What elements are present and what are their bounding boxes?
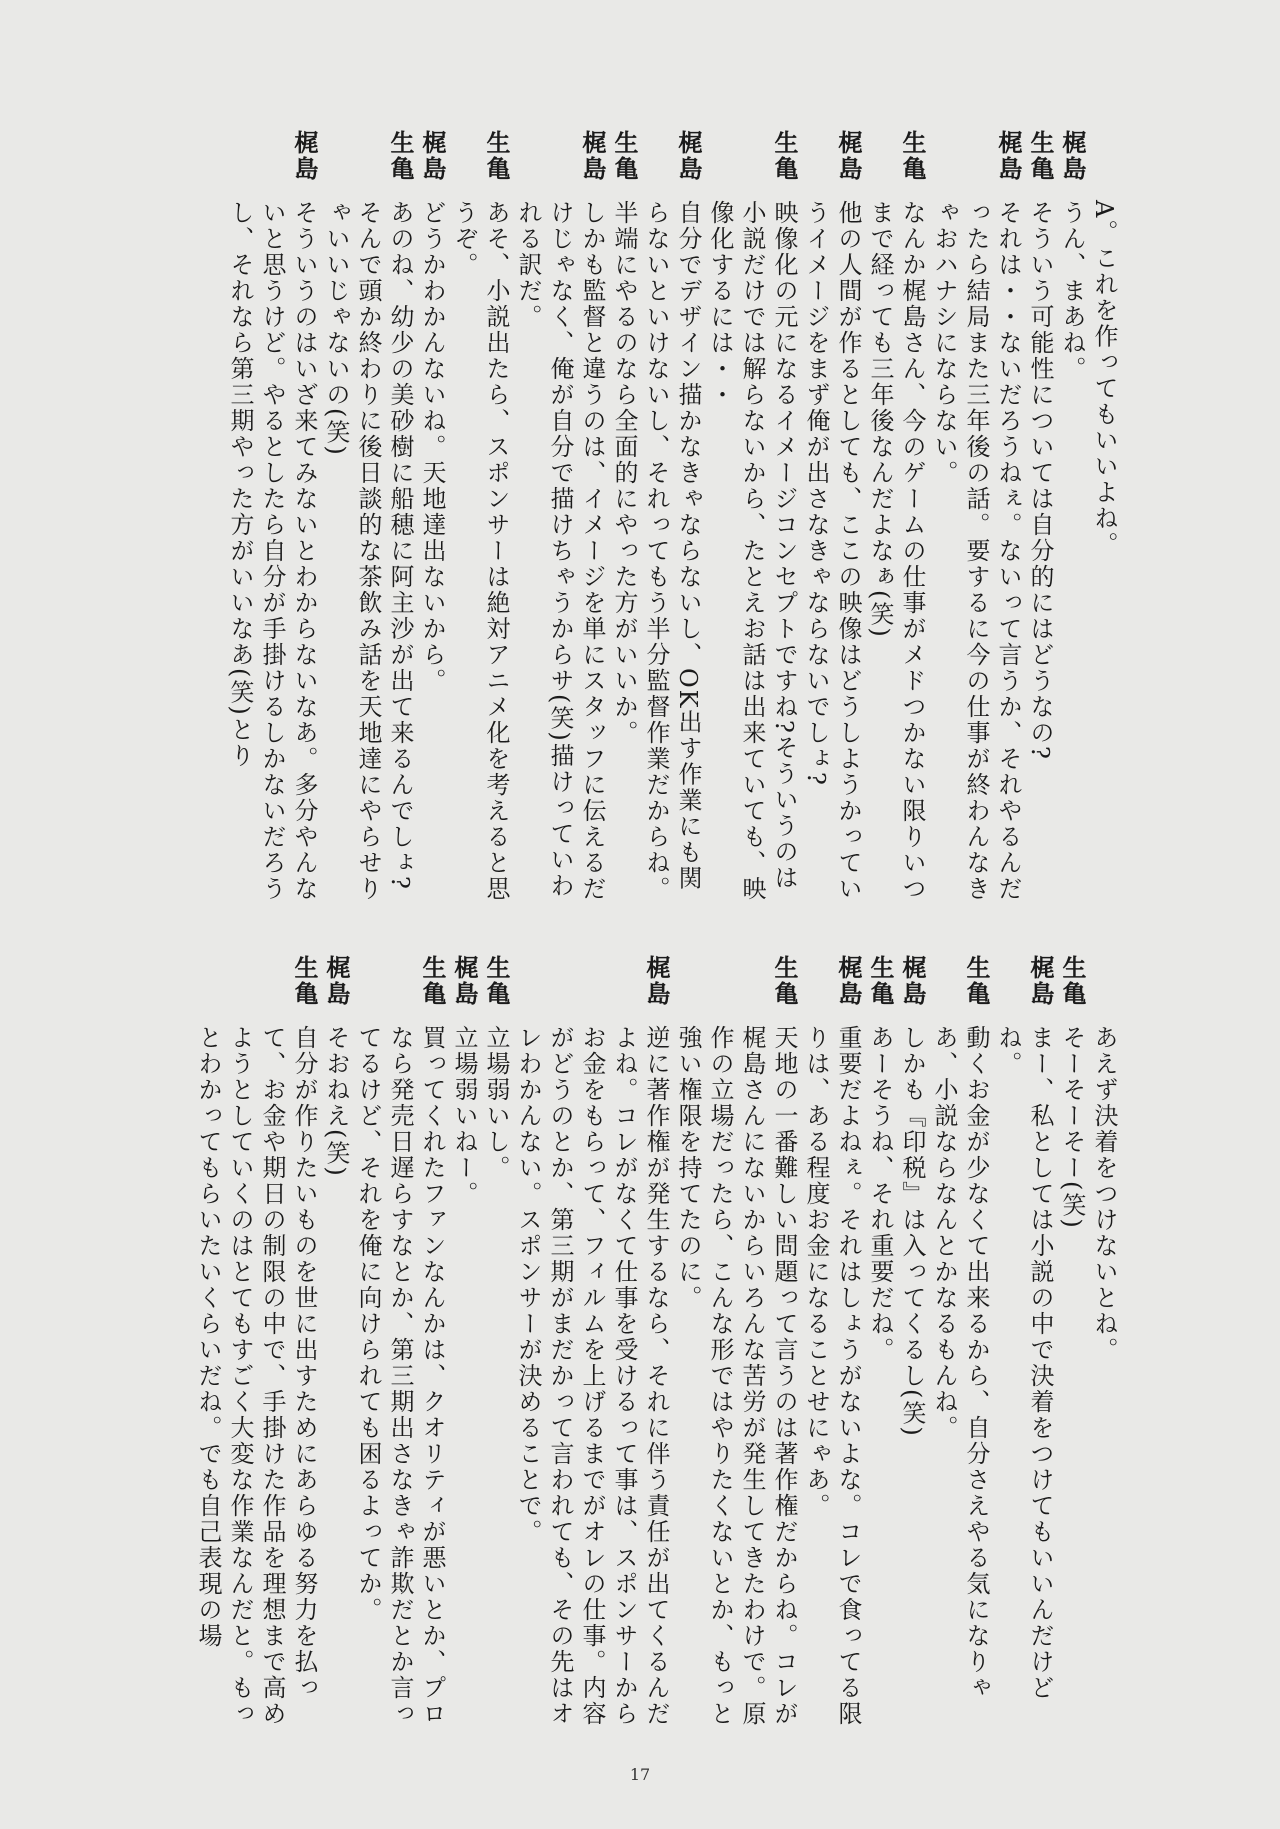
- dialogue-text: しかも『印税』は入ってくるし(笑): [898, 1025, 926, 1438]
- speaker-name: 生亀: [290, 955, 319, 1007]
- dialogue-text: 買ってくれたファンなんかは、クオリティが悪いとか、プロなら発売日遅らすなとか、第三期出さなきゃ詐欺だとか言ってるけど、それを俺に向けられても困るよってか。: [354, 1025, 446, 1727]
- dialogue-line: [512, 955, 672, 1735]
- dialogue-line: [224, 130, 320, 910]
- dialogue-text: A。これを作ってもいいよね。: [1090, 200, 1118, 558]
- dialogue-line: [1056, 130, 1088, 910]
- dialogue-line: [416, 130, 448, 910]
- speaker-name: 生亀: [866, 955, 895, 1007]
- speaker-name: 生亀: [770, 130, 799, 182]
- speaker-name: 梶島: [450, 955, 479, 1007]
- speaker-name: 生亀: [1058, 955, 1087, 1007]
- dialogue-text: そおねえ(笑): [322, 1025, 350, 1178]
- dialogue-text: 映像化の元になるイメージコンセプトですね?そういうのは小説だけでは解らないから、たとえお話は出来ていても、映像化するには・・: [706, 200, 798, 902]
- dialogue-line: [704, 130, 800, 910]
- dialogue-line: [608, 130, 640, 910]
- speaker-name: 梶島: [994, 130, 1023, 182]
- dialogue-text: あのね、幼少の美砂樹に船穂に阿主沙が出て来るんでしょ?そんで頭か終わりに後日談的な茶飲み話を天地達にやらせりゃいいじゃないの(笑): [322, 200, 414, 902]
- dialogue-line: [352, 955, 448, 1735]
- speaker-name: 生亀: [610, 130, 639, 182]
- dialogue-line: [1088, 955, 1120, 1735]
- speaker-name: 梶島: [578, 130, 607, 182]
- speaker-name: 梶島: [642, 955, 671, 1007]
- speaker-name: 生亀: [386, 130, 415, 182]
- dialogue-text: 他の人間が作るとしても、ここの映像はどうしようかっていうイメージをまず俺が出さなきゃならないでしょ?: [802, 200, 862, 902]
- dialogue-line: [672, 955, 800, 1735]
- dialogue-line: [992, 955, 1056, 1735]
- dialogue-line: [640, 130, 704, 910]
- speaker-name: 梶島: [834, 130, 863, 182]
- dialogue-text: うん、まあね。: [1058, 200, 1086, 382]
- speaker-name: 生亀: [482, 955, 511, 1007]
- speaker-name: 生亀: [770, 955, 799, 1007]
- dialogue-text: しかも監督と違うのは、イメージを単にスタッフに伝えるだけじゃなく、俺が自分で描けちゃうからサ(笑)描けっていわれる訳だ。: [514, 200, 606, 902]
- dialogue-text: 半端にやるのなら全面的にやった方がいいか。: [610, 200, 638, 746]
- speaker-name: 梶島: [322, 955, 351, 1007]
- dialogue-line: [1024, 130, 1056, 910]
- dialogue-text: あえず決着をつけないとね。: [1090, 1025, 1118, 1363]
- dialogue-line: [864, 955, 896, 1735]
- page-number: 17: [629, 1765, 651, 1784]
- speaker-name: 梶島: [674, 130, 703, 182]
- speaker-name: 梶島: [1058, 130, 1087, 182]
- dialogue-text: それは・・ないだろうねぇ。ないって言うか、それやるんだったら結局また三年後の話。要するに今の仕事が終わんなきゃおハナシにならない。: [930, 200, 1022, 902]
- dialogue-text: 逆に著作権が発生するなら、それに伴う責任が出てくるんだよね。コレがなくて仕事を受けるって事は、スポンサーからお金をもらって、フィルムを上げるまでがオレの仕事。内容がどうのとか、第三期がまだかって言われても、その先はオレわかんない。スポンサーが決めることで。: [514, 1025, 670, 1727]
- dialogue-line: [1056, 955, 1088, 1735]
- dialogue-line: [512, 130, 608, 910]
- dialogue-line: [800, 955, 864, 1735]
- dialogue-text: 立場弱いねー。: [450, 1025, 478, 1207]
- dialogue-line: [800, 130, 864, 910]
- dialogue-text: そういう可能性については自分的にはどうなの?: [1026, 200, 1054, 761]
- dialogue-line: [928, 130, 1024, 910]
- speaker-name: 梶島: [290, 130, 319, 182]
- dialogue-text: 立場弱いし。: [482, 1025, 510, 1181]
- speaker-name: 梶島: [1026, 955, 1055, 1007]
- dialogue-line: [864, 130, 928, 910]
- speaker-name: 生亀: [482, 130, 511, 182]
- dialogue-line: [896, 955, 928, 1735]
- speaker-name: 生亀: [418, 955, 447, 1007]
- dialogue-text: まー、私としては小説の中で決着をつけてもいいんだけどね。: [994, 1025, 1054, 1701]
- dialogue-text: 重要だよねぇ。それはしょうがないよな。コレで食ってる限りは、ある程度お金になることせにゃあ。: [802, 1025, 862, 1727]
- dialogue-text: あそ、小説出たら、スポンサーは絶対アニメ化を考えると思うぞ。: [450, 200, 510, 902]
- dialogue-text: 天地の一番難しい問題って言うのは著作権だからね。コレが梶島さんにないからいろんな苦労が発生してきたわけで。原作の立場だったら、こんな形ではやりたくないとか、もっと強い権限を持てたのに。: [674, 1025, 798, 1727]
- dialogue-text: そーそーそー(笑): [1058, 1025, 1086, 1230]
- dialogue-text: 自分が作りたいものを世に出すためにあらゆる努力を払って、お金や期日の制限の中で、手掛けた作品を理想まで高めようとしていくのはとてもすごく大変な作業なんだと。もっとわかってもらいたいくらいだね。でも自己表現の場: [194, 1025, 318, 1727]
- dialogue-line: [480, 955, 512, 1735]
- speaker-name: 梶島: [898, 955, 927, 1007]
- dialogue-line: [320, 130, 416, 910]
- dialogue-text: あーそうね、それ重要だね。: [866, 1025, 894, 1363]
- dialogue-line: [928, 955, 992, 1735]
- speaker-name: 生亀: [962, 955, 991, 1007]
- speaker-name: 生亀: [898, 130, 927, 182]
- dialogue-text: 自分でデザイン描かなきゃならないし、OK出す作業にも関らないといけないし、それってもう半分監督作業だからね。: [642, 200, 702, 902]
- dialogue-line: [448, 130, 512, 910]
- dialogue-block-bottom: [192, 955, 1120, 1735]
- dialogue-text: どうかわかんないね。天地達出ないから。: [418, 200, 446, 694]
- speaker-name: 梶島: [834, 955, 863, 1007]
- speaker-name: 梶島: [418, 130, 447, 182]
- dialogue-text: そういうのはいざ来てみないとわからないなあ。多分やんないと思うけど。やるとしたら自分が手掛けるしかないだろうし、それなら第三期やった方がいいなあ(笑)とり: [226, 200, 318, 902]
- dialogue-line: [192, 955, 320, 1735]
- speaker-name: 生亀: [1026, 130, 1055, 182]
- dialogue-line: [1088, 130, 1120, 910]
- dialogue-text: 動くお金が少なくて出来るから、自分さえやる気になりゃあ、小説ならなんとかなるもんね。: [930, 1025, 990, 1701]
- dialogue-line: [448, 955, 480, 1735]
- dialogue-line: [320, 955, 352, 1735]
- dialogue-block-top: [224, 130, 1120, 910]
- dialogue-text: なんか梶島さん、今のゲームの仕事がメドつかない限りいつまで経っても三年後なんだよなぁ(笑): [866, 200, 926, 902]
